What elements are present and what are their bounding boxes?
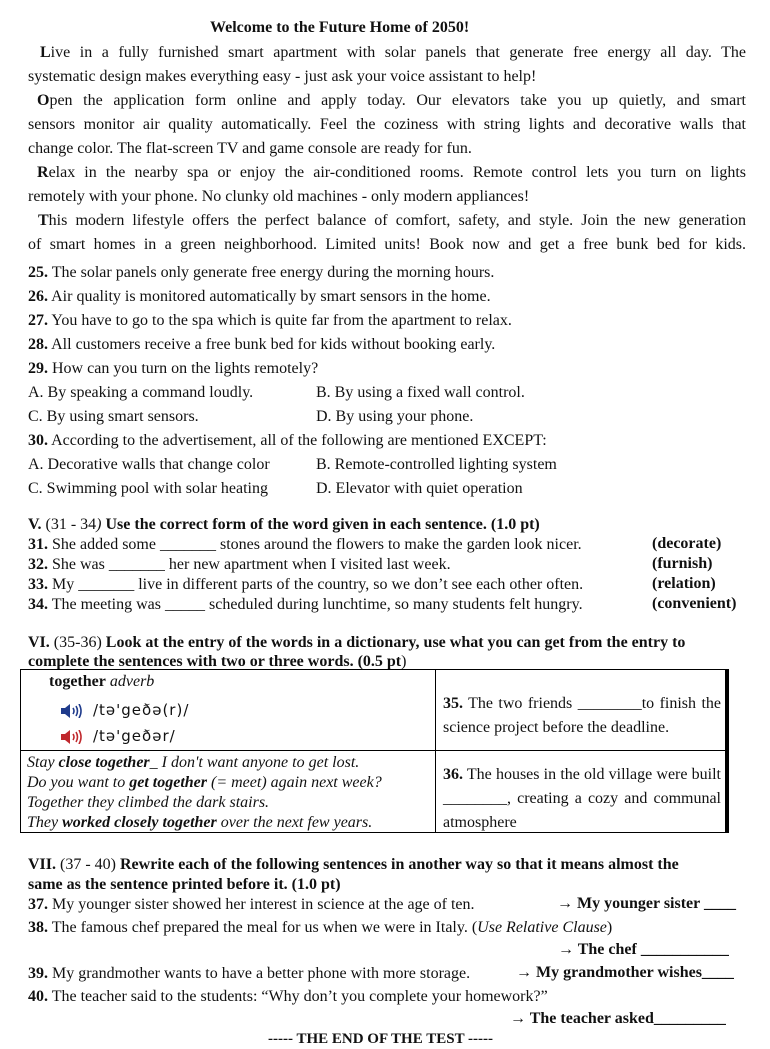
passage-line: change color. The flat-screen TV and game console are ready for fun. xyxy=(28,140,472,157)
question-30: 30. According to the advertisement, all of the following are mentioned EXCEPT: xyxy=(28,432,547,449)
section-7-heading: VII. (37 - 40) Rewrite each of the following sentences in another way so that it means almost the xyxy=(28,856,679,873)
word-hint-31: (decorate) xyxy=(652,535,722,552)
dictionary-entry-cell xyxy=(21,670,436,751)
example-1: Stay close together_ I don't want anyone to get lost. xyxy=(27,754,360,771)
page-title: Welcome to the Future Home of 2050! xyxy=(210,19,470,36)
passage-line: This modern lifestyle offers the perfect balance of comfort, safety, and style. Join the new generation xyxy=(38,212,746,229)
entry-headword: together adverb xyxy=(49,673,155,690)
pronunciation-uk[interactable]: /tə'geðə(r)/ xyxy=(61,701,189,720)
question-31: 31. She added some _______ stones around the flowers to make the garden look nicer. xyxy=(28,536,582,553)
section-5-heading: V. (31 - 34) Use the correct form of the word given in each sentence. (1.0 pt) xyxy=(28,516,540,533)
table-border xyxy=(725,669,729,833)
question-33: 33. My _______ live in different parts of the country, so we don’t see each other often. xyxy=(28,576,584,593)
end-of-test: ----- THE END OF THE TEST ----- xyxy=(268,1031,494,1047)
passage-line: sensors monitor air quality automatically. Feel the coziness with string lights and decorative walls that xyxy=(28,116,746,133)
question-36: 36. The houses in the old village were built ________, creating a cozy and communal atmosphere xyxy=(443,766,721,831)
question-26: 26. Air quality is monitored automatically by smart sensors in the home. xyxy=(28,288,491,305)
question-38: 38. The famous chef prepared the meal for us when we were in Italy. (Use Relative Clause) xyxy=(28,919,613,936)
question-35: 35. The two friends ________to finish the science project before the deadline. xyxy=(443,695,721,736)
option-29-c[interactable]: C. By using smart sensors. xyxy=(28,408,199,425)
question-29: 29. How can you turn on the lights remotely? xyxy=(28,360,319,377)
pronunciation-us[interactable]: /tə'geðər/ xyxy=(61,727,176,746)
passage-line: Live in a fully furnished smart apartment with solar panels that generate free energy all day. The xyxy=(40,44,746,61)
question-34: 34. The meeting was _____ scheduled during lunchtime, so many students felt hungry. xyxy=(28,596,583,613)
option-30-c[interactable]: C. Swimming pool with solar heating xyxy=(28,480,268,497)
speaker-icon[interactable] xyxy=(61,730,87,744)
question-39: 39. My grandmother wants to have a better phone with more storage. xyxy=(28,965,471,982)
answer-37[interactable]: → My younger sister ____ xyxy=(557,895,736,912)
passage-line: systematic design makes everything easy - just ask your voice assistant to help! xyxy=(28,68,537,85)
example-3: Together they climbed the dark stairs. xyxy=(27,794,270,811)
example-4: They worked closely together over the next few years. xyxy=(27,814,373,831)
example-2: Do you want to get together (= meet) again next week? xyxy=(27,774,382,791)
option-29-b[interactable]: B. By using a fixed wall control. xyxy=(316,384,525,401)
question-36-cell xyxy=(436,751,728,833)
dictionary-table xyxy=(20,669,728,833)
option-30-b[interactable]: B. Remote-controlled lighting system xyxy=(316,456,557,473)
speaker-icon[interactable] xyxy=(61,704,87,718)
word-hint-34: (convenient) xyxy=(652,595,737,612)
answer-38[interactable]: → The chef ___________ xyxy=(558,941,729,958)
option-30-a[interactable]: A. Decorative walls that change color xyxy=(28,456,270,473)
section-6-heading: VI. (35-36) Look at the entry of the words in a dictionary, use what you can get from the entry to xyxy=(28,634,686,651)
section-6-heading-line2: complete the sentences with two or three words. (0.5 pt) xyxy=(28,653,407,670)
section-7-heading-line2: same as the sentence printed before it. (1.0 pt) xyxy=(28,876,341,893)
question-40: 40. The teacher said to the students: “Why don’t you complete your homework?” xyxy=(28,988,548,1005)
question-32: 32. She was _______ her new apartment when I visited last week. xyxy=(28,556,451,573)
question-27: 27. You have to go to the spa which is quite far from the apartment to relax. xyxy=(28,312,512,329)
passage-line: Open the application form online and apply today. Our elevators take you up quietly, and smart xyxy=(37,92,746,109)
passage-line: Relax in the nearby spa or enjoy the air-conditioned rooms. Remote control lets you turn on lights xyxy=(37,164,746,181)
question-28: 28. All customers receive a free bunk bed for kids without booking early. xyxy=(28,336,496,353)
word-hint-32: (furnish) xyxy=(652,555,713,572)
question-25: 25. The solar panels only generate free energy during the morning hours. xyxy=(28,264,495,281)
option-29-d[interactable]: D. By using your phone. xyxy=(316,408,474,425)
word-hint-33: (relation) xyxy=(652,575,716,592)
question-35-cell xyxy=(436,670,728,751)
option-29-a[interactable]: A. By speaking a command loudly. xyxy=(28,384,254,401)
option-30-d[interactable]: D. Elevator with quiet operation xyxy=(316,480,523,497)
question-37: 37. My younger sister showed her interest in science at the age of ten. xyxy=(28,896,475,913)
passage-line: of smart homes in a green neighborhood. Limited units! Book now and get a free bunk bed for kids. xyxy=(28,236,746,253)
dictionary-examples-cell xyxy=(21,751,436,833)
answer-39[interactable]: → My grandmother wishes____ xyxy=(516,964,734,981)
example-sentences xyxy=(27,753,382,833)
passage-line: remotely with your phone. No clunky old machines - only modern appliances! xyxy=(28,188,530,205)
answer-40[interactable]: → The teacher asked_________ xyxy=(510,1010,726,1027)
